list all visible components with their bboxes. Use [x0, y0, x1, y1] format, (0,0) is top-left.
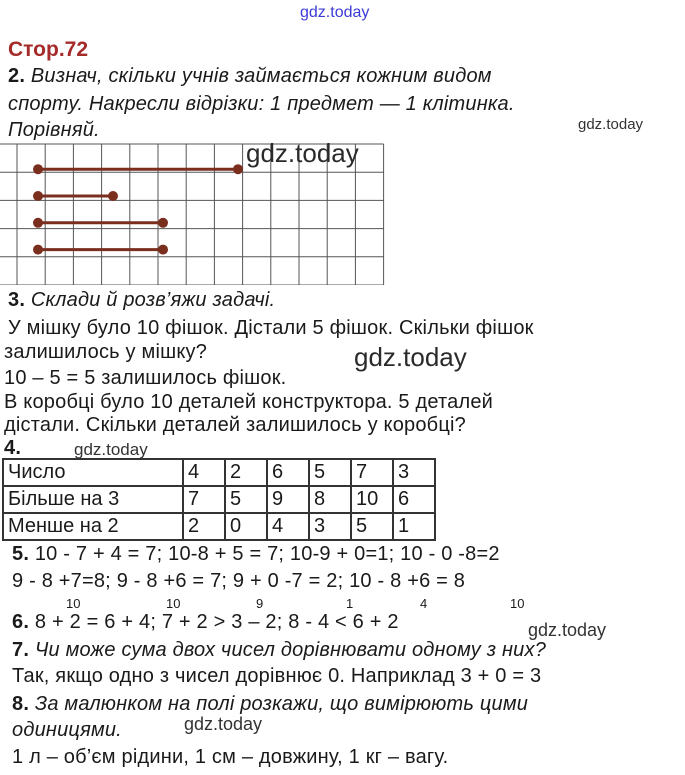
table-row	[3, 513, 435, 540]
table-cell: 5	[351, 513, 393, 540]
task2-line3: Порівняй.	[8, 119, 100, 141]
task8-number: 8.	[12, 693, 30, 715]
segment-endpoint	[33, 164, 43, 174]
table-row-label: Менше на 2	[3, 513, 183, 540]
task8-text1: За малюнком на полі розкажи, що вимірюють цими	[34, 693, 529, 715]
segment-endpoint	[108, 191, 118, 201]
segment-endpoint	[33, 245, 43, 255]
task3-heading-line	[8, 288, 275, 312]
task3-number: 3.	[8, 289, 26, 311]
segment-endpoint	[233, 164, 243, 174]
table-cell: 5	[225, 486, 267, 513]
table-row-label: Більше на 3	[3, 486, 183, 513]
task8-line1	[12, 692, 528, 716]
task2-line2: спорту. Накресли відрізки: 1 предмет — 1 клітинка.	[8, 93, 515, 115]
watermark-task6: gdz.today	[528, 620, 607, 640]
segment-endpoint	[158, 245, 168, 255]
task2-number: 2.	[8, 65, 26, 87]
table-cell: 2	[183, 513, 225, 540]
segment-endpoint	[33, 191, 43, 201]
table-cell: 1	[393, 513, 435, 540]
task3-line2: залишилось у мішку?	[4, 341, 208, 363]
task5-text1: 10 - 7 + 4 = 7; 10-8 + 5 = 7; 10-9 + 0=1; 10 - 0 -8=2	[34, 543, 500, 565]
task6-sup-5: 4	[420, 596, 428, 611]
table-cell: 10	[351, 486, 393, 513]
table-cell: 6	[393, 486, 435, 513]
table-cell: 9	[267, 486, 309, 513]
table-cell: 5	[309, 459, 351, 486]
table-cell: 0	[225, 513, 267, 540]
task6-number: 6.	[12, 611, 30, 633]
task7-number: 7.	[12, 639, 30, 661]
task4-number: 4.	[4, 437, 22, 459]
task3-heading: Склади й розв’яжи задачі.	[30, 289, 276, 311]
task7-question: Чи може сума двох чисел дорівнювати одному з них?	[34, 639, 547, 661]
task7-answer: Так, якщо одно з чисел дорівнює 0. Наприклад 3 + 0 = 3	[12, 665, 542, 687]
task3-line4: В коробці було 10 деталей конструктора. 5 деталей	[4, 391, 494, 413]
table-cell: 6	[267, 459, 309, 486]
task6-sup-6: 10	[510, 596, 525, 611]
watermark-task8: gdz.today	[184, 714, 263, 734]
task6-sup-2: 10	[166, 596, 181, 611]
watermark-top: gdz.today	[300, 4, 370, 21]
watermark-grid-small: gdz.today	[578, 116, 644, 133]
task6-sup-4: 1	[346, 596, 354, 611]
page-title: Стор.72	[8, 38, 89, 61]
task8-line2: одиницями.	[12, 719, 122, 741]
task2-text1: Визнач, скільки учнів займається кожним видом	[30, 65, 492, 87]
table-row	[3, 486, 435, 513]
task6-sup-3: 9	[256, 596, 264, 611]
number-table	[2, 458, 436, 541]
table-cell: 3	[393, 459, 435, 486]
task2-line1	[8, 64, 492, 88]
task8-answer: 1 л – об’єм рідини, 1 см – довжину, 1 кг – вагу.	[12, 746, 449, 768]
task5-line1	[12, 542, 500, 566]
watermark-middle: gdz.today	[354, 342, 467, 372]
table-row	[3, 459, 435, 486]
task7-question-line	[12, 638, 546, 662]
table-cell: 2	[225, 459, 267, 486]
table-row-label: Число	[3, 459, 183, 486]
watermark-table: gdz.today	[74, 440, 148, 459]
table-cell: 7	[183, 486, 225, 513]
table-cell: 8	[309, 486, 351, 513]
task5-number: 5.	[12, 543, 30, 565]
task3-line3: 10 – 5 = 5 залишилось фішок.	[4, 367, 287, 389]
watermark-grid-big: gdz.today	[246, 138, 359, 168]
task6-text: 8 + 2 = 6 + 4; 7 + 2 > 3 – 2; 8 - 4 < 6 + 2	[34, 611, 399, 633]
task3-line1: У мішку було 10 фішок. Дістали 5 фішок. Скільки фішок	[8, 317, 534, 339]
segment-endpoint	[158, 218, 168, 228]
table-cell: 3	[309, 513, 351, 540]
task3-line5: дістали. Скільки деталей залишилось у коробці?	[4, 414, 466, 436]
task6-sup-1: 10	[66, 596, 81, 611]
table-cell: 4	[267, 513, 309, 540]
table-cell: 7	[351, 459, 393, 486]
table-cell: 4	[183, 459, 225, 486]
task5-line2: 9 - 8 +7=8; 9 - 8 +6 = 7; 9 + 0 -7 = 2; 10 - 8 +6 = 8	[12, 570, 466, 592]
segment-endpoint	[33, 218, 43, 228]
task6-line	[12, 610, 399, 634]
